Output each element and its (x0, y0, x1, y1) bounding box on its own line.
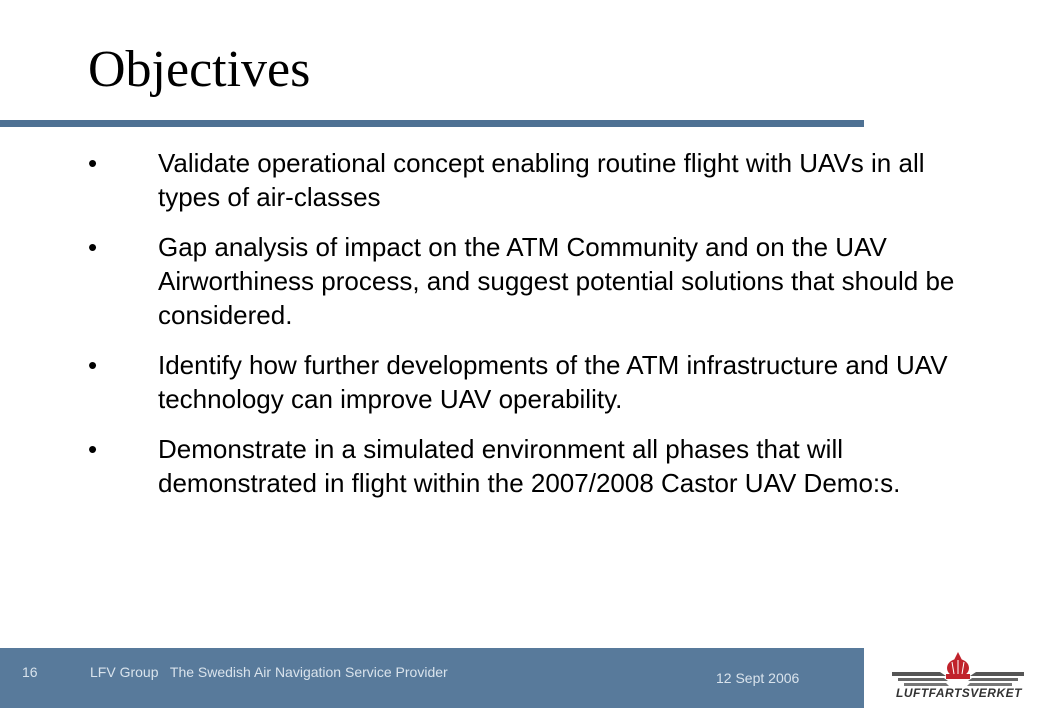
luftfartsverket-logo-icon (888, 646, 1028, 710)
bullet-item (88, 230, 968, 332)
bullet-marker: • (88, 434, 98, 464)
bullet-list (88, 146, 968, 516)
bullet-text: Demonstrate in a simulated environment all phases that will demonstrated in flight within the 2007/2008 Castor UAV Demo:s. (158, 434, 901, 498)
title-divider (0, 120, 864, 127)
page-number: 16 (22, 664, 38, 680)
bullet-marker: • (88, 232, 98, 262)
bullet-marker: • (88, 148, 98, 178)
footer-organization: LFV Group The Swedish Air Navigation Service Provider (90, 664, 448, 680)
bullet-item (88, 432, 968, 500)
bullet-marker: • (88, 350, 98, 380)
slide-title: Objectives (88, 41, 311, 98)
bullet-item (88, 146, 968, 214)
logo-wordmark: LUFTFARTSVERKET (896, 686, 1022, 700)
footer-date: 12 Sept 2006 (716, 670, 800, 686)
crown-icon (946, 652, 970, 679)
bullet-text: Validate operational concept enabling routine flight with UAVs in all types of air-classes (158, 148, 925, 212)
bullet-item (88, 348, 968, 416)
bullet-text: Gap analysis of impact on the ATM Community and on the UAV Airworthiness process, and suggest potential solutions that should be considered. (158, 232, 955, 330)
bullet-text: Identify how further developments of the ATM infrastructure and UAV technology can improve UAV operability. (158, 350, 948, 414)
